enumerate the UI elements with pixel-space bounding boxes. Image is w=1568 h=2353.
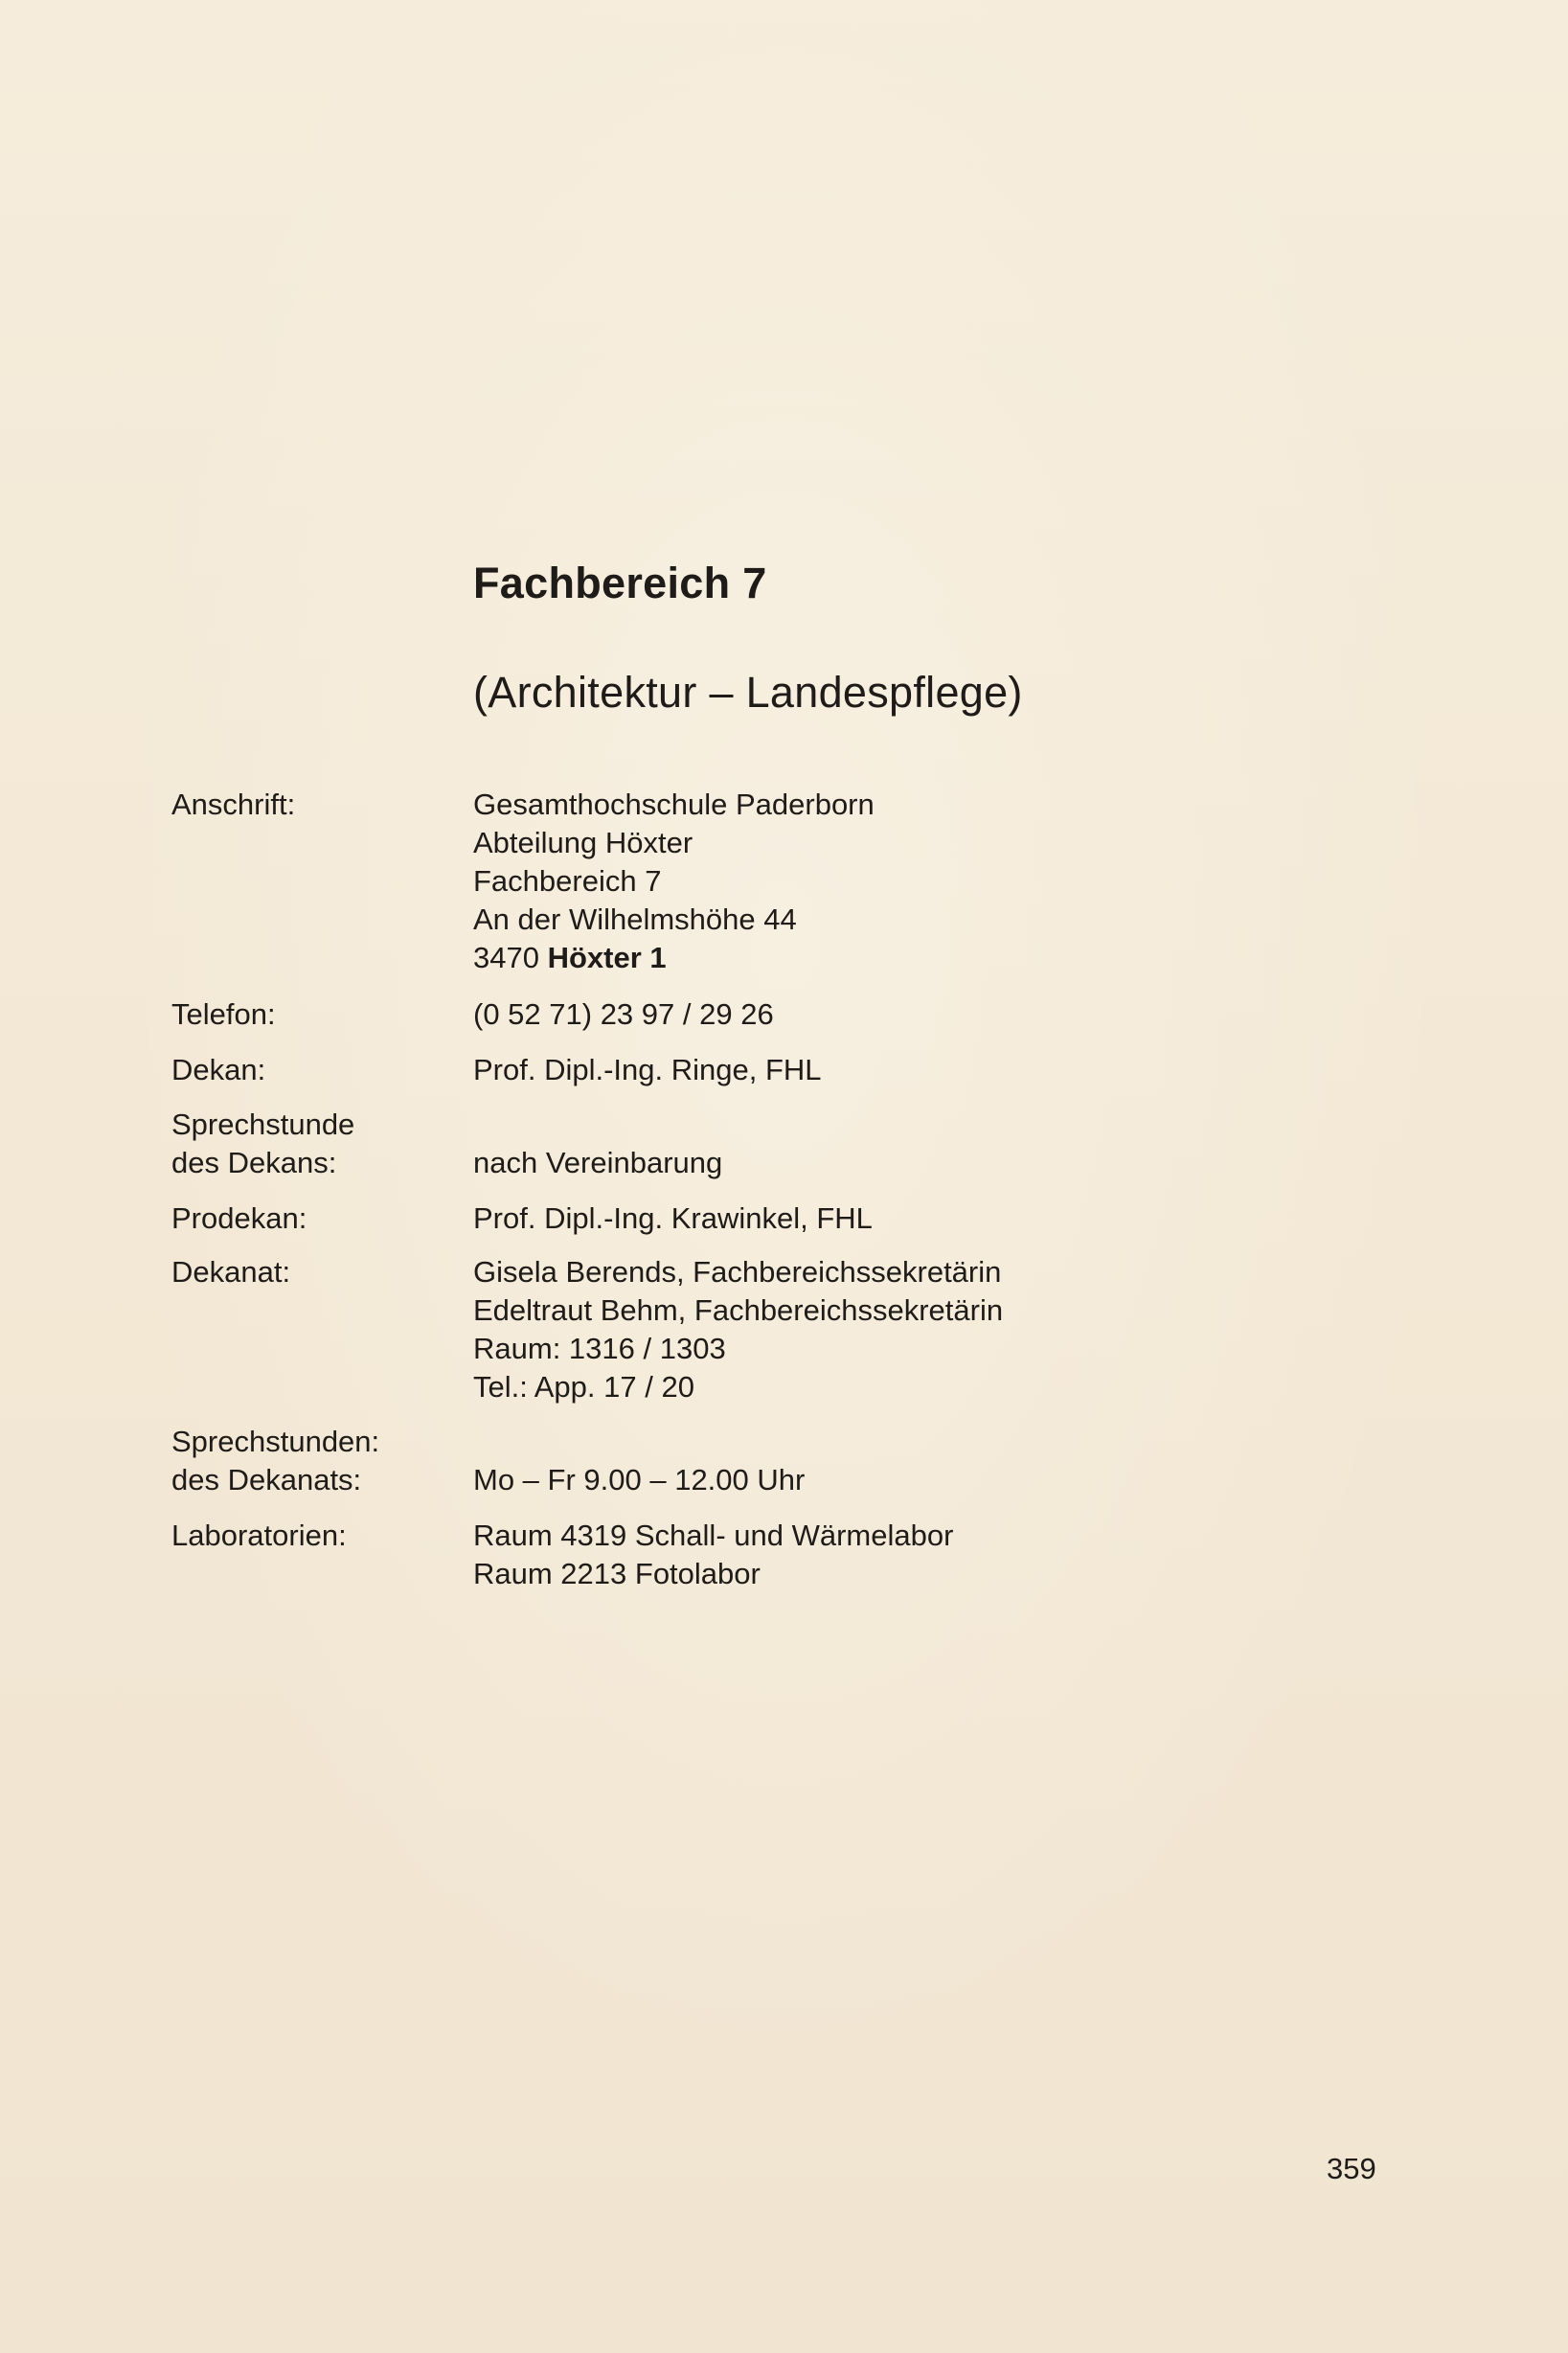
page-title: Fachbereich 7 [473,559,767,607]
label-line: Sprechstunde [171,1108,355,1141]
entry-value [473,1051,822,1089]
address-line: An der Wilhelmshöhe 44 [473,902,797,936]
value-line: nach Vereinbarung [473,1146,723,1179]
address-line: Abteilung Höxter [473,826,693,859]
postal-code: 3470 [473,941,548,974]
address-line-city [473,939,875,977]
label-line: Sprechstunden: [171,1425,380,1458]
entry-label [171,1423,379,1499]
address-line: Gesamthochschule Paderborn [473,788,875,821]
value-line: Edeltraut Behm, Fachbereichssekretärin [473,1293,1004,1327]
entry-value [473,1461,805,1499]
value-line: Prof. Dipl.-Ing. Ringe, FHL [473,1053,822,1086]
label-line: Dekanat: [171,1255,291,1289]
entry-value [473,1199,873,1238]
entry-value [473,1253,1003,1406]
value-line: Gisela Berends, Fachbereichssekretärin [473,1255,1002,1289]
address-line: Fachbereich 7 [473,864,662,898]
page-number: 359 [1327,2152,1376,2185]
label-line: Laboratorien: [171,1519,347,1552]
label-line: Telefon: [171,997,276,1031]
entry-label [171,1517,347,1555]
label-line: des Dekanats: [171,1463,362,1496]
label-line: Anschrift: [171,788,296,821]
label-line: des Dekans: [171,1146,337,1179]
value-line: Raum: 1316 / 1303 [473,1332,726,1365]
entry-value [473,786,875,977]
entry-value [473,1517,953,1593]
value-line: Raum 2213 Fotolabor [473,1557,761,1590]
entry-label [171,1199,307,1238]
entry-label [171,1106,354,1182]
phone-number: (0 52 71) 23 97 / 29 26 [473,997,774,1031]
value-line: Prof. Dipl.-Ing. Krawinkel, FHL [473,1201,873,1235]
page-subtitle: (Architektur – Landespflege) [473,668,1023,717]
city-name: Höxter 1 [547,941,667,974]
entry-label [171,995,276,1034]
value-line: Mo – Fr 9.00 – 12.00 Uhr [473,1463,806,1496]
entry-label [171,786,295,824]
entry-value [473,1144,722,1182]
label-line: Dekan: [171,1053,266,1086]
label-line: Prodekan: [171,1201,307,1235]
entry-label [171,1051,265,1089]
value-line: Tel.: App. 17 / 20 [473,1370,694,1404]
value-line: Raum 4319 Schall- und Wärmelabor [473,1519,954,1552]
entry-label [171,1253,290,1291]
entry-value [473,995,774,1034]
